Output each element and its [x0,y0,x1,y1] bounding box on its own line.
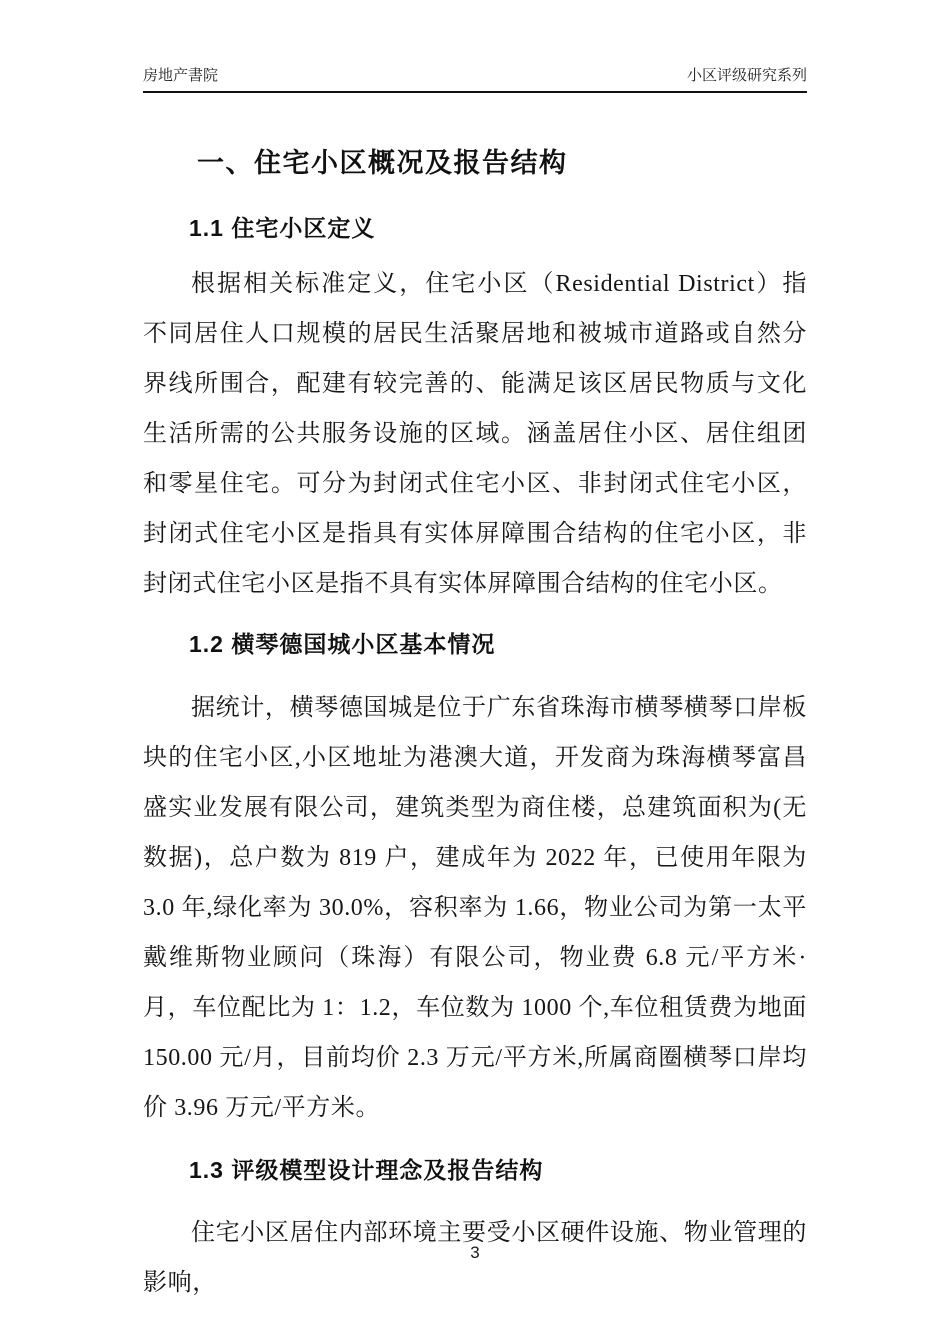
section-title-1-1: 1.1 住宅小区定义 [189,215,376,241]
page-header [143,64,807,93]
document-body [143,143,807,1308]
paragraph-basic-info: 据统计，横琴德国城是位于广东省珠海市横琴横琴口岸板块的住宅小区,小区地址为港澳大道，开发商为珠海横琴富昌盛实业发展有限公司，建筑类型为商住楼，总建筑面积为(无数据)，总户数为 819 户，建成年为 2022 年，已使用年限为 3.0 年,绿化率为 30.0%，容积率为 1.66，物业公司为第一太平戴维斯物业顾问（珠海）有限公司，物业费 6.8 元/平方米·月，车位配比为 1：1.2，车位数为 1000 个,车位租赁费为地面 150.00 元/月，目前均价 2.3 万元/平方米,所属商圈横琴口岸均价 3.96 万元/平方米。 [143,695,807,1121]
chapter-title: 一、住宅小区概况及报告结构 [197,148,568,178]
section-title-1-3: 1.3 评级模型设计理念及报告结构 [189,1157,544,1183]
paragraph-definition: 根据相关标准定义，住宅小区（Residential District）指不同居住人口规模的居民生活聚居地和被城市道路或自然分界线所围合，配建有较完善的、能满足该区居民物质与文化生活所需的公共服务设施的区域。涵盖居住小区、居住组团和零星住宅。可分为封闭式住宅小区、非封闭式住宅小区，封闭式住宅小区是指具有实体屏障围合结构的住宅小区，非封闭式住宅小区是指不具有实体屏障围合结构的住宅小区。 [143,271,807,597]
paragraph-model-intro: 住宅小区居住内部环境主要受小区硬件设施、物业管理的影响， [143,1220,807,1296]
header-right-text: 小区评级研究系列 [686,67,807,84]
section-title-1-2: 1.2 横琴德国城小区基本情况 [189,631,496,657]
page-number: 3 [470,1243,480,1262]
header-left-text: 房地产書院 [143,67,219,84]
page-footer [0,1243,950,1263]
